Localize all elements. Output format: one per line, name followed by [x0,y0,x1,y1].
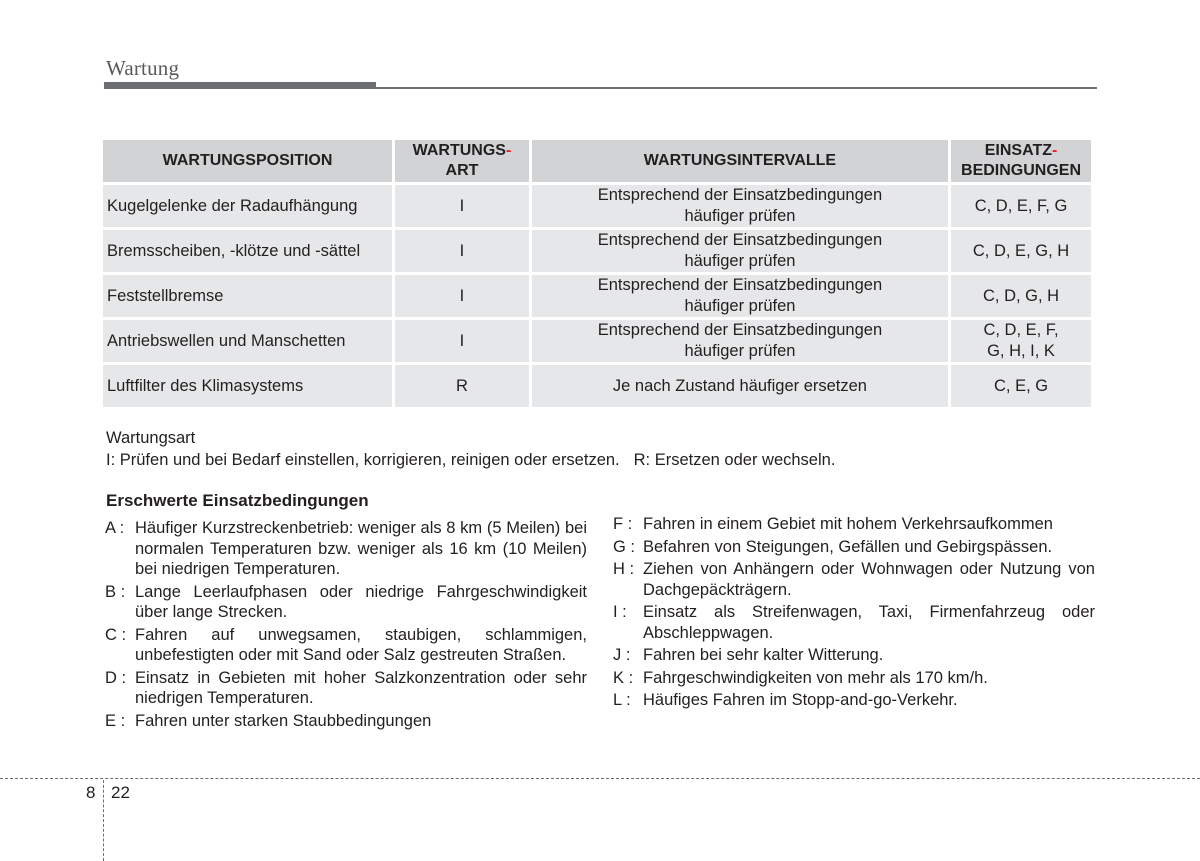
list-item [105,668,587,709]
condition-text: Fahren in einem Gebiet mit hohem Verkehrsaufkommen [643,515,1053,533]
cell-bedingungen [951,275,1091,317]
condition-key: L : [613,691,631,709]
cell-intervall [532,275,948,317]
condition-key: J : [613,646,631,664]
intervall-line: Entsprechend der Einsatzbedingungen [597,321,883,339]
condition-key: C : [105,625,127,644]
header-einsatz-line2: BEDINGUNGEN [961,162,1082,179]
header-position: WARTUNGSPOSITION [103,140,392,182]
intervall-line: Entsprechend der Einsatzbedingungen [597,186,883,204]
table-row [103,185,1091,227]
table-row [103,275,1091,317]
intervall-line: häufiger prüfen [684,252,796,270]
condition-key: B : [105,582,126,601]
condition-text: Befahren von Steigungen, Gefällen und Gebirgspässen. [643,537,1053,556]
cell-position: Bremsscheiben, -klötze und -sättel [103,230,392,272]
legend-definitions [106,449,835,471]
cell-art: R [395,365,529,407]
condition-text: Häufiger Kurzstreckenbetrieb: weniger als 8 km (5 Meilen) bei normalen Temperaturen bzw. weniger als 16 km (10 Meilen) bei niedrigen Temperaturen. [135,519,587,578]
condition-text: Lange Leerlaufphasen oder niedrige Fahrgeschwindigkeit über lange Strecken. [135,582,587,621]
legend-i: I: Prüfen und bei Bedarf einstellen, korrigieren, reinigen oder ersetzen. [106,451,620,469]
table-row [103,230,1091,272]
condition-text: Fahren unter starken Staubbedingungen [135,711,432,730]
bedingungen-line: C, D, E, F, G [974,196,1068,215]
header-einsatz [951,140,1091,182]
bedingungen-line: C, D, E, G, H [972,241,1070,260]
intervall-line: Entsprechend der Einsatzbedingungen [597,231,883,249]
cell-bedingungen [951,230,1091,272]
bedingungen-line: G, H, I, K [987,342,1055,360]
footer-dashed-rule [0,778,1200,779]
maintenance-type-legend [106,427,835,471]
list-item [613,559,1095,600]
condition-text: Einsatz in Gebieten mit hoher Salzkonzentration oder sehr niedrigen Temperaturen. [135,668,587,707]
condition-key: D : [105,668,127,687]
intervall-line: häufiger prüfen [684,342,796,360]
header-intervalle: WARTUNGSINTERVALLE [532,140,948,182]
condition-key: E : [105,711,126,730]
condition-key: A : [105,519,125,537]
cell-art: I [395,275,529,317]
intervall-line: Entsprechend der Einsatzbedingungen [597,276,883,294]
footer-dashed-divider [103,780,104,861]
list-item [613,690,1095,711]
bedingungen-line: C, E, G [993,376,1049,395]
table-row [103,320,1091,362]
conditions-title: Erschwerte Einsatzbedingungen [106,491,369,510]
cell-bedingungen [951,320,1091,362]
list-item [613,602,1095,643]
section-title: Wartung [106,56,180,80]
condition-key: G : [613,537,636,556]
conditions-list-right [613,514,1095,713]
condition-text: Einsatz als Streifenwagen, Taxi, Firmenfahrzeug oder Abschleppwagen. [643,603,1095,642]
list-item [105,711,587,732]
header-rule-thick [104,82,376,89]
intervall-line: häufiger prüfen [684,207,796,225]
cell-intervall [532,185,948,227]
conditions-list-left [105,518,587,733]
header-art [395,140,529,182]
bedingungen-line: C, D, E, F, [983,321,1059,339]
legend-r: R: Ersetzen oder wechseln. [633,451,836,469]
cell-position: Luftfilter des Klimasystems [103,365,392,407]
maintenance-table [100,137,1094,410]
header-art-dash: - [505,142,512,159]
header-einsatz-dash: - [1052,142,1058,159]
cell-bedingungen [951,185,1091,227]
cell-art: I [395,230,529,272]
list-item [105,625,587,666]
list-item [613,668,1095,689]
header-einsatz-line1: EINSATZ [984,142,1052,159]
cell-art: I [395,320,529,362]
list-item [105,518,587,580]
cell-intervall [532,230,948,272]
cell-position: Antriebswellen und Manschetten [103,320,392,362]
table-row [103,365,1091,407]
condition-key: H : [613,560,635,578]
condition-key: I : [613,603,627,621]
bedingungen-line: C, D, G, H [982,286,1060,305]
cell-position: Feststellbremse [103,275,392,317]
cell-position: Kugelgelenke der Radaufhängung [103,185,392,227]
cell-art: I [395,185,529,227]
list-item [613,537,1095,558]
condition-text: Fahren auf unwegsamen, staubigen, schlammigen, unbefestigten oder mit Sand oder Salz gestreuten Straßen. [135,625,587,664]
intervall-line: häufiger prüfen [684,297,796,315]
cell-intervall [532,365,948,407]
page-number: 22 [111,783,130,802]
intervall-line: Je nach Zustand häufiger ersetzen [612,376,867,395]
table-header-row [103,140,1091,182]
list-item [105,582,587,623]
condition-text: Häufiges Fahren im Stopp-and-go-Verkehr. [643,691,958,709]
chapter-number: 8 [86,783,96,802]
cell-bedingungen [951,365,1091,407]
cell-intervall [532,320,948,362]
list-item [613,514,1095,535]
condition-text: Ziehen von Anhängern oder Wohnwagen oder Nutzung von Dachgepäckträgern. [643,560,1095,599]
header-art-line1: WARTUNGS [412,142,506,159]
list-item [613,645,1095,666]
legend-title: Wartungsart [106,429,196,447]
condition-text: Fahrgeschwindigkeiten von mehr als 170 km/h. [643,668,988,687]
condition-key: F : [613,515,633,533]
header-rule-thin [376,87,1097,89]
header-art-line2: ART [445,162,479,179]
condition-key: K : [613,668,634,687]
condition-text: Fahren bei sehr kalter Witterung. [643,646,884,664]
